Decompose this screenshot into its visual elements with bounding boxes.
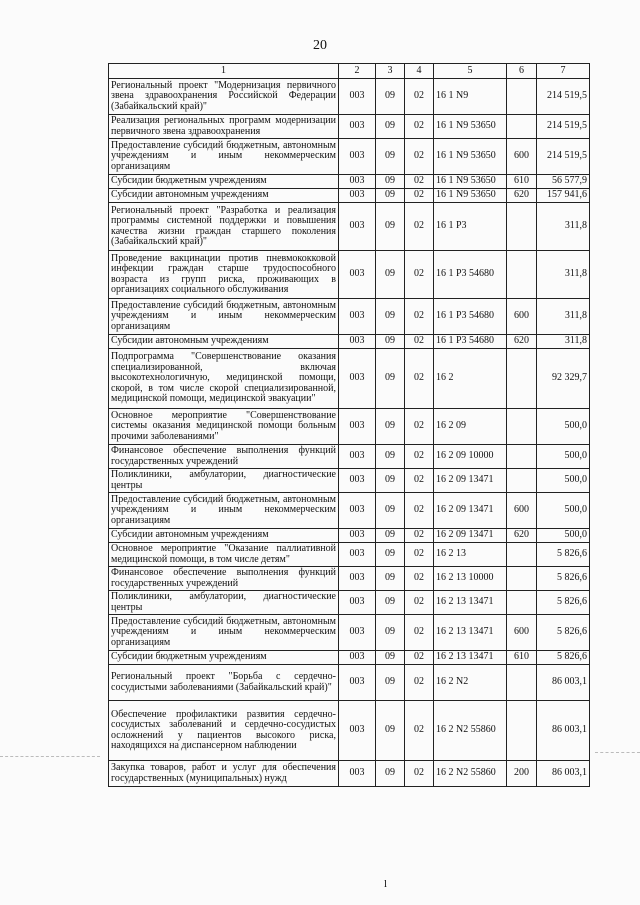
row-c3-cell: 09	[376, 615, 405, 651]
row-name-cell: Региональный проект "Разработка и реализация программы системной поддержки и повышения качества жизни граждан старшего поколения (Забайкальский край)"	[109, 203, 339, 251]
row-c5-cell: 16 2 N2	[434, 665, 507, 701]
table-header-row	[109, 64, 590, 79]
scan-artifact-right	[595, 752, 640, 753]
row-c7-cell: 86 003,1	[537, 761, 590, 787]
row-c5-cell: 16 2 13 13471	[434, 591, 507, 615]
table-row	[109, 349, 590, 409]
row-c3-cell: 09	[376, 651, 405, 665]
row-c5-cell: 16 1 P3 54680	[434, 335, 507, 349]
row-c4-cell: 02	[405, 115, 434, 139]
row-c4-cell: 02	[405, 543, 434, 567]
row-c2-cell: 003	[339, 591, 376, 615]
row-c5-cell: 16 2 09 13471	[434, 493, 507, 529]
table-row	[109, 115, 590, 139]
table-row	[109, 203, 590, 251]
row-c4-cell: 02	[405, 591, 434, 615]
row-name-cell: Субсидии автономным учреждениям	[109, 189, 339, 203]
row-c7-cell: 214 519,5	[537, 79, 590, 115]
row-c2-cell: 003	[339, 335, 376, 349]
row-name-cell: Субсидии бюджетным учреждениям	[109, 651, 339, 665]
row-c6-cell	[507, 79, 537, 115]
row-c3-cell: 09	[376, 493, 405, 529]
row-c2-cell: 003	[339, 445, 376, 469]
margin-mark: l	[384, 878, 388, 890]
row-c4-cell: 02	[405, 139, 434, 175]
row-c3-cell: 09	[376, 299, 405, 335]
row-c5-cell: 16 2 N2 55860	[434, 701, 507, 761]
row-name-cell: Основное мероприятие "Оказание паллиативной медицинской помощи, в том числе детям"	[109, 543, 339, 567]
row-c3-cell: 09	[376, 251, 405, 299]
table-row	[109, 761, 590, 787]
row-c3-cell: 09	[376, 349, 405, 409]
table-row	[109, 79, 590, 115]
row-c3-cell: 09	[376, 543, 405, 567]
row-c3-cell: 09	[376, 665, 405, 701]
row-c3-cell: 09	[376, 115, 405, 139]
row-c3-cell: 09	[376, 175, 405, 189]
row-c4-cell: 02	[405, 251, 434, 299]
row-c7-cell: 86 003,1	[537, 701, 590, 761]
row-c2-cell: 003	[339, 175, 376, 189]
row-c7-cell: 5 826,6	[537, 567, 590, 591]
row-c7-cell: 214 519,5	[537, 139, 590, 175]
row-c4-cell: 02	[405, 175, 434, 189]
row-c5-cell: 16 1 N9 53650	[434, 115, 507, 139]
row-c5-cell: 16 1 N9	[434, 79, 507, 115]
scan-artifact-left	[0, 756, 100, 757]
row-c5-cell: 16 2 13 10000	[434, 567, 507, 591]
row-c6-cell	[507, 567, 537, 591]
row-c3-cell: 09	[376, 203, 405, 251]
row-c2-cell: 003	[339, 409, 376, 445]
table-row	[109, 567, 590, 591]
row-c2-cell: 003	[339, 139, 376, 175]
row-c4-cell: 02	[405, 203, 434, 251]
row-c4-cell: 02	[405, 189, 434, 203]
table-row	[109, 493, 590, 529]
row-c7-cell: 86 003,1	[537, 665, 590, 701]
row-c5-cell: 16 1 P3 54680	[434, 251, 507, 299]
row-c2-cell: 003	[339, 203, 376, 251]
table-row	[109, 175, 590, 189]
row-c6-cell: 600	[507, 299, 537, 335]
row-c3-cell: 09	[376, 567, 405, 591]
row-c3-cell: 09	[376, 445, 405, 469]
row-c3-cell: 09	[376, 139, 405, 175]
row-c4-cell: 02	[405, 665, 434, 701]
row-c6-cell: 200	[507, 761, 537, 787]
row-c4-cell: 02	[405, 493, 434, 529]
row-c6-cell	[507, 591, 537, 615]
column-header: 4	[405, 64, 434, 79]
row-c3-cell: 09	[376, 591, 405, 615]
row-c6-cell	[507, 469, 537, 493]
row-c4-cell: 02	[405, 701, 434, 761]
row-c5-cell: 16 2 09	[434, 409, 507, 445]
row-c2-cell: 003	[339, 543, 376, 567]
table-row	[109, 469, 590, 493]
row-c5-cell: 16 2 N2 55860	[434, 761, 507, 787]
row-c7-cell: 56 577,9	[537, 175, 590, 189]
row-c2-cell: 003	[339, 761, 376, 787]
row-c7-cell: 214 519,5	[537, 115, 590, 139]
row-c7-cell: 311,8	[537, 251, 590, 299]
budget-table	[108, 63, 590, 787]
row-c6-cell	[507, 203, 537, 251]
row-c5-cell: 16 1 N9 53650	[434, 175, 507, 189]
row-c4-cell: 02	[405, 299, 434, 335]
row-c2-cell: 003	[339, 567, 376, 591]
row-name-cell: Финансовое обеспечение выполнения функций государственных учреждений	[109, 567, 339, 591]
row-c6-cell	[507, 543, 537, 567]
row-name-cell: Региональный проект "Модернизация первичного звена здравоохранения Российской Федерации (Забайкальский край)"	[109, 79, 339, 115]
row-name-cell: Региональный проект "Борьба с сердечно-сосудистыми заболеваниями (Забайкальский край)"	[109, 665, 339, 701]
row-c6-cell: 610	[507, 175, 537, 189]
row-c3-cell: 09	[376, 469, 405, 493]
row-c6-cell	[507, 445, 537, 469]
table-row	[109, 335, 590, 349]
row-c5-cell: 16 1 N9 53650	[434, 139, 507, 175]
row-c2-cell: 003	[339, 651, 376, 665]
row-c7-cell: 5 826,6	[537, 591, 590, 615]
table-row	[109, 251, 590, 299]
row-name-cell: Предоставление субсидий бюджетным, автономным учреждениям и иным некоммерческим организациям	[109, 299, 339, 335]
row-name-cell: Подпрограмма "Совершенствование оказания специализированной, включая высокотехнологичную, медицинской помощи, скорой, в том числе скорой специализированной, медицинской помощи, медицинской эвакуации"	[109, 349, 339, 409]
row-name-cell: Поликлиники, амбулатории, диагностические центры	[109, 469, 339, 493]
table-row	[109, 665, 590, 701]
row-c7-cell: 92 329,7	[537, 349, 590, 409]
column-header: 1	[109, 64, 339, 79]
row-name-cell: Основное мероприятие "Совершенствование системы оказания медицинской помощи больным прочими заболеваниями"	[109, 409, 339, 445]
row-c2-cell: 003	[339, 251, 376, 299]
row-c4-cell: 02	[405, 469, 434, 493]
column-header: 2	[339, 64, 376, 79]
table-row	[109, 651, 590, 665]
row-c6-cell	[507, 115, 537, 139]
row-c6-cell: 620	[507, 529, 537, 543]
row-c2-cell: 003	[339, 701, 376, 761]
row-c3-cell: 09	[376, 189, 405, 203]
row-c2-cell: 003	[339, 115, 376, 139]
row-c6-cell	[507, 251, 537, 299]
row-c3-cell: 09	[376, 529, 405, 543]
column-header: 5	[434, 64, 507, 79]
row-name-cell: Субсидии автономным учреждениям	[109, 529, 339, 543]
table-row	[109, 701, 590, 761]
row-c2-cell: 003	[339, 79, 376, 115]
row-c7-cell: 500,0	[537, 409, 590, 445]
row-c7-cell: 311,8	[537, 299, 590, 335]
table-row	[109, 529, 590, 543]
page-number: 20	[313, 38, 327, 53]
row-name-cell: Проведение вакцинации против пневмококковой инфекции граждан старше трудоспособного возраста из групп риска, проживающих в организациях социального обслуживания	[109, 251, 339, 299]
row-c5-cell: 16 2 13 13471	[434, 651, 507, 665]
table-row	[109, 139, 590, 175]
row-c7-cell: 5 826,6	[537, 543, 590, 567]
row-c4-cell: 02	[405, 651, 434, 665]
row-c6-cell	[507, 665, 537, 701]
row-c6-cell: 600	[507, 139, 537, 175]
row-c7-cell: 500,0	[537, 445, 590, 469]
row-name-cell: Закупка товаров, работ и услуг для обеспечения государственных (муниципальных) нужд	[109, 761, 339, 787]
table-row	[109, 409, 590, 445]
row-c2-cell: 003	[339, 349, 376, 409]
row-c7-cell: 311,8	[537, 203, 590, 251]
row-c6-cell	[507, 349, 537, 409]
row-name-cell: Субсидии автономным учреждениям	[109, 335, 339, 349]
table-row	[109, 445, 590, 469]
row-c2-cell: 003	[339, 615, 376, 651]
row-c3-cell: 09	[376, 79, 405, 115]
row-c2-cell: 003	[339, 469, 376, 493]
row-c7-cell: 500,0	[537, 529, 590, 543]
row-name-cell: Финансовое обеспечение выполнения функций государственных учреждений	[109, 445, 339, 469]
row-c5-cell: 16 2 09 10000	[434, 445, 507, 469]
row-c4-cell: 02	[405, 567, 434, 591]
row-c6-cell: 620	[507, 335, 537, 349]
row-c6-cell: 620	[507, 189, 537, 203]
row-c4-cell: 02	[405, 615, 434, 651]
row-c3-cell: 09	[376, 701, 405, 761]
row-c2-cell: 003	[339, 529, 376, 543]
table-row	[109, 615, 590, 651]
row-c4-cell: 02	[405, 409, 434, 445]
row-c7-cell: 157 941,6	[537, 189, 590, 203]
row-c4-cell: 02	[405, 79, 434, 115]
column-header: 3	[376, 64, 405, 79]
row-c5-cell: 16 1 P3 54680	[434, 299, 507, 335]
row-c4-cell: 02	[405, 349, 434, 409]
row-c6-cell	[507, 701, 537, 761]
row-c5-cell: 16 2 09 13471	[434, 529, 507, 543]
row-name-cell: Реализация региональных программ модернизации первичного звена здравоохранения	[109, 115, 339, 139]
table-row	[109, 591, 590, 615]
row-c4-cell: 02	[405, 335, 434, 349]
row-c5-cell: 16 1 P3	[434, 203, 507, 251]
row-c2-cell: 003	[339, 493, 376, 529]
row-name-cell: Предоставление субсидий бюджетным, автономным учреждениям и иным некоммерческим организациям	[109, 139, 339, 175]
row-c6-cell: 610	[507, 651, 537, 665]
row-c2-cell: 003	[339, 189, 376, 203]
row-name-cell: Обеспечение профилактики развития сердечно-сосудистых заболеваний и сердечно-сосудистых осложнений у пациентов высокого риска, находящихся на диспансерном наблюдении	[109, 701, 339, 761]
table-row	[109, 299, 590, 335]
row-c4-cell: 02	[405, 445, 434, 469]
row-c6-cell: 600	[507, 615, 537, 651]
table-row	[109, 543, 590, 567]
row-c5-cell: 16 2 09 13471	[434, 469, 507, 493]
row-c7-cell: 311,8	[537, 335, 590, 349]
row-name-cell: Предоставление субсидий бюджетным, автономным учреждениям и иным некоммерческим организациям	[109, 615, 339, 651]
row-c5-cell: 16 2	[434, 349, 507, 409]
row-c2-cell: 003	[339, 665, 376, 701]
row-c5-cell: 16 2 13 13471	[434, 615, 507, 651]
column-header: 6	[507, 64, 537, 79]
row-c6-cell	[507, 409, 537, 445]
row-c7-cell: 500,0	[537, 469, 590, 493]
row-c4-cell: 02	[405, 761, 434, 787]
row-c7-cell: 5 826,6	[537, 651, 590, 665]
row-c3-cell: 09	[376, 409, 405, 445]
row-c7-cell: 500,0	[537, 493, 590, 529]
row-name-cell: Предоставление субсидий бюджетным, автономным учреждениям и иным некоммерческим организациям	[109, 493, 339, 529]
row-name-cell: Поликлиники, амбулатории, диагностические центры	[109, 591, 339, 615]
row-c5-cell: 16 2 13	[434, 543, 507, 567]
row-c3-cell: 09	[376, 761, 405, 787]
column-header: 7	[537, 64, 590, 79]
row-c2-cell: 003	[339, 299, 376, 335]
row-c5-cell: 16 1 N9 53650	[434, 189, 507, 203]
row-c7-cell: 5 826,6	[537, 615, 590, 651]
row-c4-cell: 02	[405, 529, 434, 543]
table-row	[109, 189, 590, 203]
row-c3-cell: 09	[376, 335, 405, 349]
row-c6-cell: 600	[507, 493, 537, 529]
row-name-cell: Субсидии бюджетным учреждениям	[109, 175, 339, 189]
